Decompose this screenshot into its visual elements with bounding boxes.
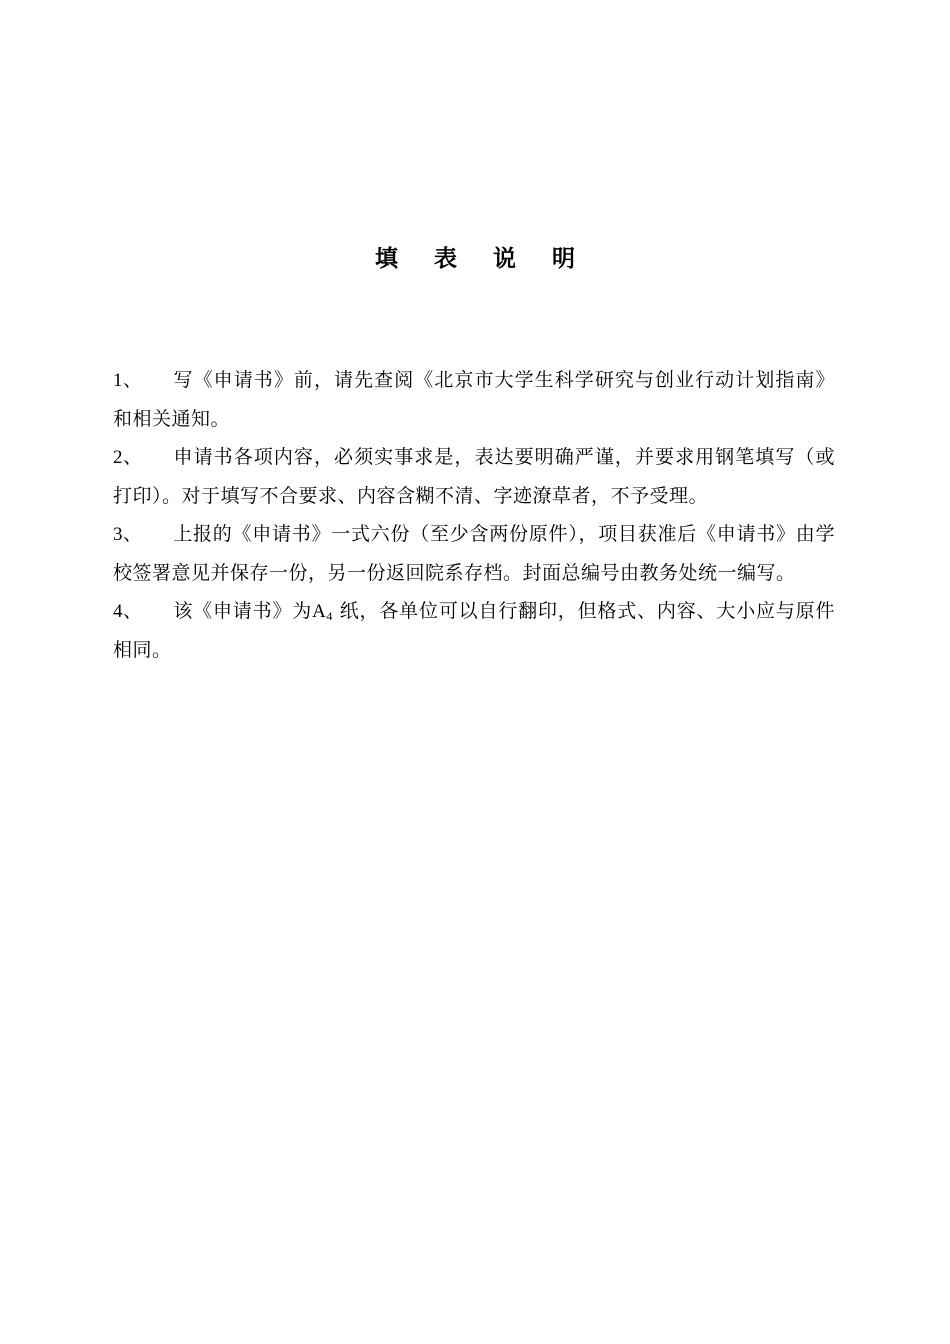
instruction-item-4 xyxy=(113,592,835,669)
paper-size-letter: A xyxy=(312,601,327,622)
item-text: 写《申请书》前，请先查阅《北京市大学生科学研究与创业行动计划指南》和相关通知。 xyxy=(113,369,835,430)
item-text: 申请书各项内容，必须实事求是，表达要明确严谨，并要求用钢笔填写（或打印）。对于填写不合要求、内容含糊不清、字迹潦草者，不予受理。 xyxy=(113,446,835,507)
instruction-item-1 xyxy=(113,361,835,438)
paper-size xyxy=(312,601,333,622)
item-text: 上报的《申请书》一式六份（至少含两份原件），项目获准后《申请书》由学校签署意见并保存一份，另一份返回院系存档。封面总编号由教务处统一编写。 xyxy=(113,523,835,584)
instruction-list xyxy=(113,361,835,669)
item-number: 4、 xyxy=(113,601,143,622)
item-text-after: 纸，各单位可以自行翻印，但格式、内容、大小应与原件相同。 xyxy=(113,600,835,661)
instruction-item-2 xyxy=(113,438,835,515)
item-number: 1、 xyxy=(113,370,143,391)
instruction-item-3 xyxy=(113,515,835,592)
item-number: 3、 xyxy=(113,524,143,545)
paper-size-subscript: 4 xyxy=(326,609,333,623)
item-number: 2、 xyxy=(113,447,143,468)
item-text-before: 该《申请书》为 xyxy=(173,600,313,622)
page-title: 填 表 说 明 xyxy=(374,246,590,272)
